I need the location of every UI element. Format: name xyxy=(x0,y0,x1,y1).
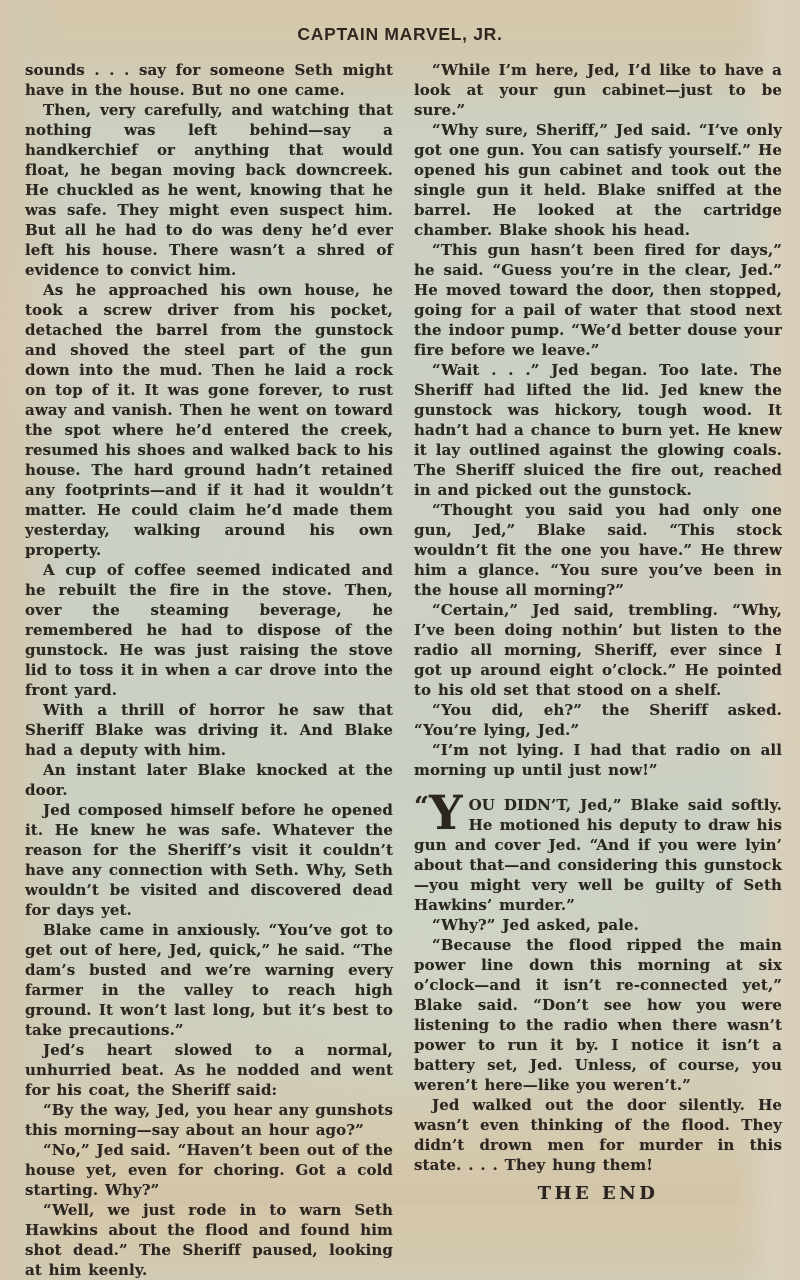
story-paragraph: Jed composed himself before he opened it. He knew he was safe. Whatever the reason for the Sheriff’s visit it couldn’t have any connection with Seth. Why, Seth wouldn’t be visited and discovered dead for days yet. xyxy=(25,801,393,919)
story-paragraph: “Why?” Jed asked, pale. xyxy=(432,916,640,934)
story-paragraph: Then, very carefully, and watching that nothing was left behind—say a handkerchief or anything that would float, he began moving back downcreek. He chuckled as he went, knowing that he was safe. They might even suspect him. But all he had to do was deny he’d ever left his house. There wasn’t a shred of evidence to convict him. xyxy=(25,101,393,279)
story-paragraph: “Well, we just rode in to warn Seth Hawkins about the flood and found him shot dead.” The Sheriff paused, looking at him keenly. xyxy=(25,1201,393,1279)
story-paragraph: “By the way, Jed, you hear any gunshots this morning—say about an hour ago?” xyxy=(25,1101,393,1139)
story-paragraph: Blake came in anxiously. “You’ve got to get out of here, Jed, quick,” he said. “The dam’s busted and we’re warning every farmer in the valley to reach high ground. It won’t last long, but it’s best to take precautions.” xyxy=(25,921,393,1039)
story-paragraph: Jed walked out the door silently. He wasn’t even thinking of the flood. They didn’t drown men for murder in this state. . . . They hung them! xyxy=(414,1096,782,1174)
story-paragraph: “Certain,” Jed said, trembling. “Why, I’ve been doing nothin’ but listen to the radio all morning, Sheriff, ever since I got up around eight o’clock.” He pointed to his old set that stood on a shelf. xyxy=(414,601,782,699)
story-paragraph: “Because the flood ripped the main power line down this morning at six o’clock—and it isn’t re-connected yet,” Blake said. “Don’t see how you were listening to the radio when there wasn’t power to run it by. I notice it isn’t a battery set, Jed. Unless, of course, you weren’t here—like you weren’t.” xyxy=(414,936,782,1094)
story-paragraph: “No,” Jed said. “Haven’t been out of the house yet, even for choring. Got a cold starting. Why?” xyxy=(25,1141,393,1199)
story-paragraph: “Y OU DIDN’T, Jed,” Blake said softly. He motioned his deputy to draw his gun and cover Jed. “And if you were lyin’ about that—and considering this gunstock—you might very well be guilty of Seth Hawkins’ murder.” xyxy=(414,786,782,914)
left-column xyxy=(25,60,393,1280)
story-columns xyxy=(25,60,782,1280)
story-paragraph: “Why sure, Sheriff,” Jed said. “I’ve only got one gun. You can satisfy yourself.” He opened his gun cabinet and took out the single gun it held. Blake sniffed at the barrel. He looked at the cartridge chamber. Blake shook his head. xyxy=(414,121,782,239)
right-column xyxy=(414,60,782,1280)
story-paragraph: With a thrill of horror he saw that Sheriff Blake was driving it. And Blake had a deputy with him. xyxy=(25,701,393,759)
drop-cap: “Y xyxy=(414,786,463,841)
story-paragraph: “This gun hasn’t been fired for days,” he said. “Guess you’re in the clear, Jed.” He moved toward the door, then stopped, going for a pail of water that stood next the indoor pump. “We’d better douse your fire before we leave.” xyxy=(414,241,782,359)
page-title: CAPTAIN MARVEL, JR. xyxy=(297,24,503,44)
the-end-label: THE END xyxy=(537,1183,659,1204)
story-paragraph: “You did, eh?” the Sheriff asked. “You’re lying, Jed.” xyxy=(414,701,782,739)
story-paragraph: Jed’s heart slowed to a normal, unhurried beat. As he nodded and went for his coat, the Sheriff said: xyxy=(25,1041,393,1099)
story-paragraph: “I’m not lying. I had that radio on all morning up until just now!” xyxy=(414,741,782,779)
story-paragraph: sounds . . . say for someone Seth might have in the house. But no one came. xyxy=(25,61,393,99)
story-paragraph: “Thought you said you had only one gun, Jed,” Blake said. “This stock wouldn’t fit the one you have.” He threw him a glance. “You sure you’ve been in the house all morning?” xyxy=(414,501,782,599)
story-paragraph: As he approached his own house, he took a screw driver from his pocket, detached the barrel from the gunstock and shoved the steel part of the gun down into the mud. Then he laid a rock on top of it. It was gone forever, to rust away and vanish. Then he went on toward the spot where he’d entered the creek, resumed his shoes and walked back to his house. The hard ground hadn’t retained any footprints—and if it had it wouldn’t matter. He could claim he’d made them yesterday, walking around his own property. xyxy=(25,281,393,559)
story-paragraph: A cup of coffee seemed indicated and he rebuilt the fire in the stove. Then, over the steaming beverage, he remembered he had to dispose of the gunstock. He was just raising the stove lid to toss it in when a car drove into the front yard. xyxy=(25,561,393,699)
story-paragraph: “While I’m here, Jed, I’d like to have a look at your gun cabinet—just to be sure.” xyxy=(414,61,782,119)
story-paragraph: “Wait . . .” Jed began. Too late. The Sheriff had lifted the lid. Jed knew the gunstock was hickory, tough wood. It hadn’t had a chance to burn yet. He knew it lay outlined against the glowing coals. The Sheriff sluiced the fire out, reached in and picked out the gunstock. xyxy=(414,361,782,499)
story-paragraph: An instant later Blake knocked at the door. xyxy=(25,761,393,799)
